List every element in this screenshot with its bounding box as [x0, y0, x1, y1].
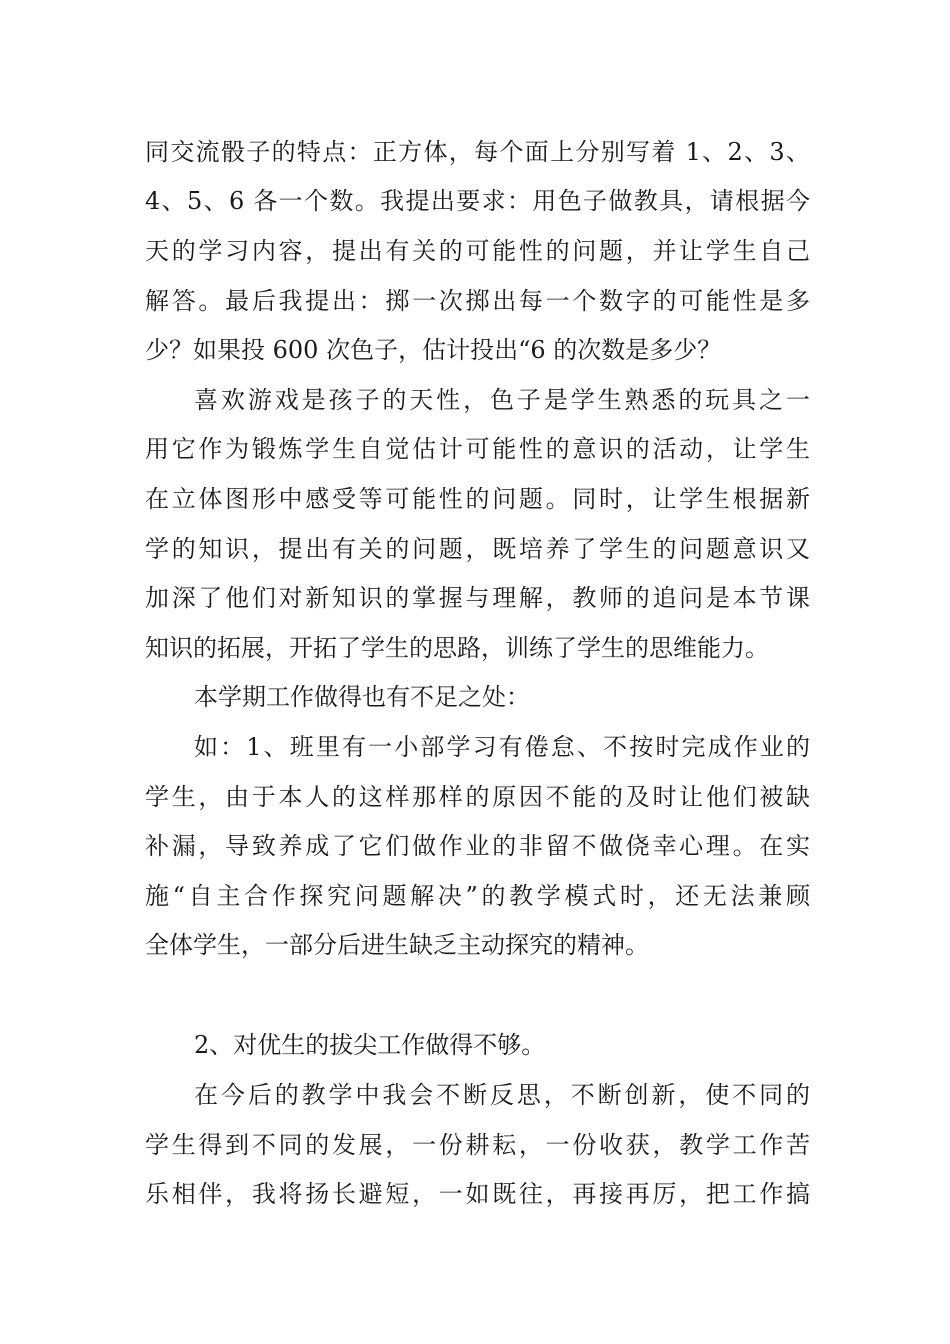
text-line-15: 补漏，导致养成了它们做作业的非留不做侥幸心理。在实: [145, 832, 810, 860]
paragraph-start-line: 如：1、班里有一小部学习有倦怠、不按时完成作业的: [194, 733, 810, 761]
text-line-5: 少？如果投 600 次色子，估计投出“6 的次数是多少？: [145, 336, 722, 364]
text-line-16: 施“自主合作探究问题解决”的教学模式时，还无法兼顾: [145, 882, 810, 910]
text-line-11: 知识的拓展，开拓了学生的思路，训练了学生的思维能力。: [145, 634, 769, 662]
text-line-4: 解答。最后我提出：掷一次掷出每一个数字的可能性是多: [145, 287, 810, 315]
paragraph-start-line: 2、对优生的拔尖工作做得不够。: [194, 1031, 546, 1059]
text-line-1: 同交流骰子的特点：正方体，每个面上分别写着 1、2、3、: [145, 138, 810, 166]
paragraph-start-line: 在今后的教学中我会不断反思，不断创新，使不同的: [194, 1081, 810, 1109]
text-line-2: 4、5、6 各一个数。我提出要求：用色子做教具，请根据今: [145, 187, 810, 215]
paragraph-start-line: 本学期工作做得也有不足之处：: [194, 683, 530, 711]
text-line-9: 学的知识，提出有关的问题，既培养了学生的问题意识又: [145, 535, 810, 563]
text-line-8: 在立体图形中感受等可能性的问题。同时，让学生根据新: [145, 485, 810, 513]
text-line-21: 乐相伴，我将扬长避短，一如既往，再接再厉，把工作搞: [145, 1180, 810, 1208]
paragraph-start-line: 喜欢游戏是孩子的天性，色子是学生熟悉的玩具之一: [194, 386, 810, 414]
text-line-17: 全体学生，一部分后进生缺乏主动探究的精神。: [145, 931, 649, 959]
text-line-14: 学生，由于本人的这样那样的原因不能的及时让他们被缺: [145, 783, 810, 811]
text-line-10: 加深了他们对新知识的掌握与理解，教师的追问是本节课: [145, 584, 810, 612]
text-line-20: 学生得到不同的发展，一份耕耘，一份收获，教学工作苦: [145, 1131, 810, 1159]
text-line-3: 天的学习内容，提出有关的可能性的问题，并让学生自己: [145, 237, 810, 265]
text-line-7: 用它作为锻炼学生自觉估计可能性的意识的活动，让学生: [145, 435, 810, 463]
